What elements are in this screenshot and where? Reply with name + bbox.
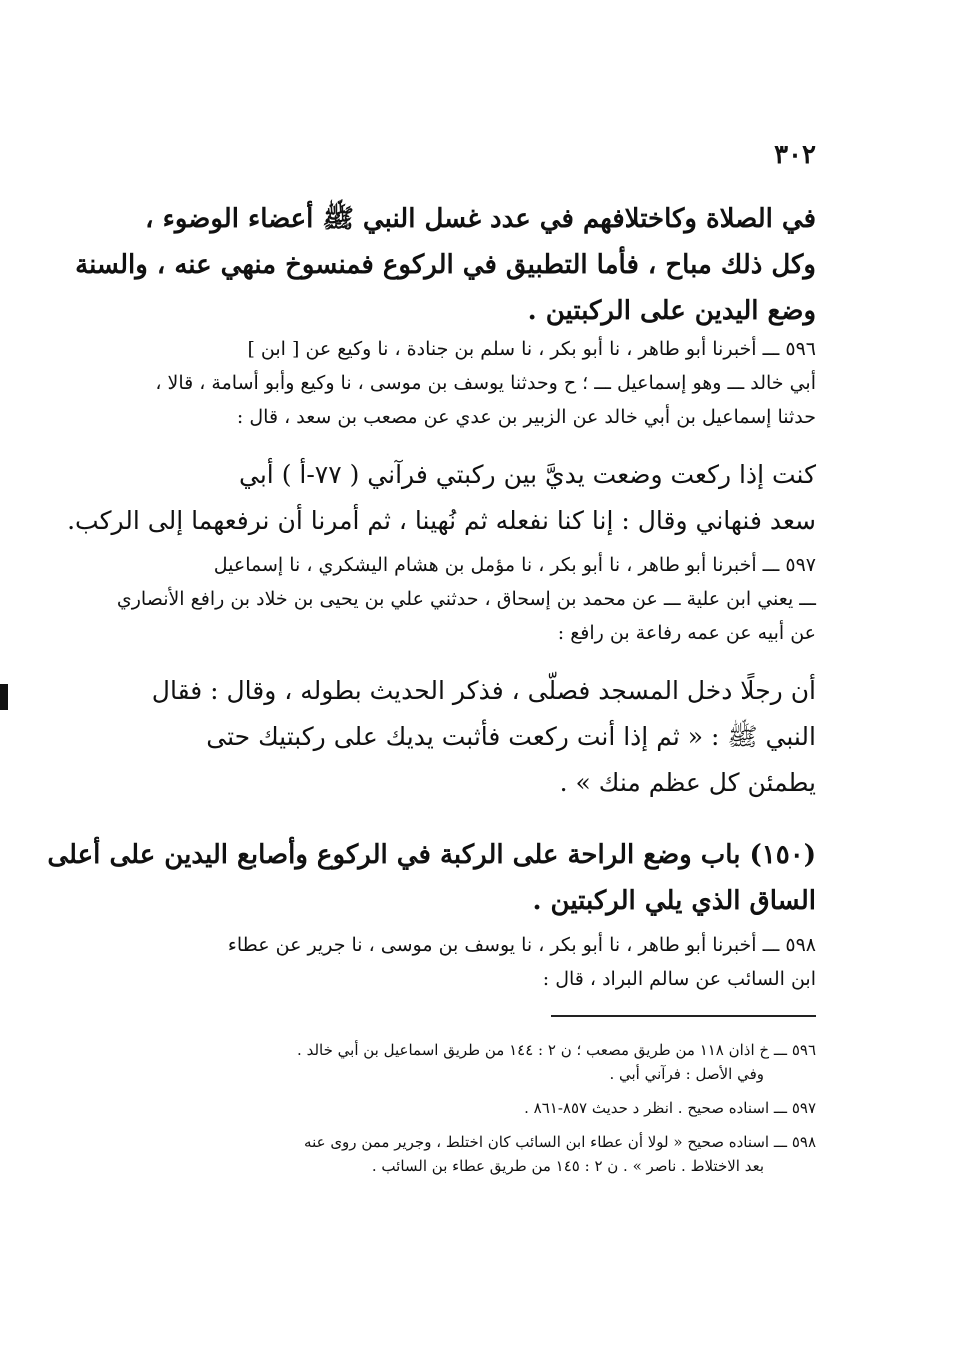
chapter-150-heading	[47, 832, 816, 924]
footnote-separator	[551, 1015, 816, 1017]
footnotes	[116, 1038, 816, 1188]
matn-line: النبي ﷺ : « ثم إذا أنت ركعت فأثبت يديك على ركبتيك حتى	[206, 722, 816, 751]
scan-edge-mark	[0, 684, 8, 710]
matn-line: كنت إذا ركعت وضعت يديَّ بين ركبتي فرآني ( ٧٧-أ ) أبي	[239, 460, 816, 489]
isnad-line: عن أبيه عن عمه رفاعة بن رافع :	[557, 622, 816, 644]
footnote-line: ٥٩٧ ـــ اسناده صحيح . انظر د حديث ٨٥٧-٨٦١ .	[524, 1099, 816, 1117]
footnote-line: وفي الأصل : فرآني أبي .	[609, 1065, 764, 1083]
matn-line: يطمئن كل عظم منك » .	[559, 768, 816, 797]
isnad-line: ٥٩٧ ـــ أخبرنا أبو طاهر ، نا أبو بكر ، نا مؤمل بن هشام اليشكري ، نا إسماعيل	[213, 554, 816, 576]
isnad-line: حدثنا إسماعيل بن أبي خالد عن الزبير بن عدي عن مصعب بن سعد ، قال :	[236, 406, 816, 428]
footnote-line: بعد الاختلاط . ناصر » . ن ٢ : ١٤٥ من طريق عطاء بن السائب .	[371, 1157, 764, 1175]
matn-line: سعد فنهاني وقال : إنا كنا نفعله ثم نُهينا ، ثم أمرنا أن نرفعهما إلى الركب.	[67, 506, 816, 535]
footnote-line: ٥٩٨ ـــ اسناده صحيح « لولا أن عطاء ابن السائب كان اختلط ، وجرير ممن روى عنه	[304, 1133, 816, 1151]
intro-line: في الصلاة وكاختلافهم في عدد غسل النبي ﷺ أعضاء الوضوء ،	[145, 204, 816, 234]
isnad-line: ـــ يعني ابن علية ـــ عن محمد بن إسحاق ، حدثني علي بن يحيى بن خلاد بن رافع الأنصاري	[116, 588, 816, 610]
hadith-598-isnad	[146, 928, 816, 996]
intro-line: وكل ذلك مباح ، فأما التطبيق في الركوع فمنسوخ منهي عنه ، والسنة	[75, 250, 816, 280]
isnad-line: ٥٩٨ ـــ أخبرنا أبو طاهر ، نا أبو بكر ، نا يوسف بن موسى ، نا جرير عن عطاء	[227, 934, 816, 956]
hadith-597-isnad	[116, 548, 816, 650]
isnad-line: ٥٩٦ ـــ أخبرنا أبو طاهر ، نا أبو بكر ، نا سلم بن جنادة ، نا وكيع عن [ ابن ]	[247, 338, 816, 360]
hadith-596-matn	[67, 452, 816, 544]
chapter-line: (١٥٠) باب وضع الراحة على الركبة في الركوع وأصابع اليدين على أعلى	[47, 840, 816, 870]
footnote-598	[116, 1130, 816, 1178]
isnad-line: أبي خالد ـــ وهو إسماعيل ـــ ؛ ح وحدثنا يوسف بن موسى ، نا وكيع وأبو أسامة ، قالا ،	[155, 372, 816, 394]
isnad-line: ابن السائب عن سالم البراد ، قال :	[542, 968, 816, 990]
page-number: ٣٠٢	[774, 140, 816, 170]
footnote-597	[116, 1096, 816, 1120]
hadith-596-isnad	[146, 332, 816, 434]
intro-line: وضع اليدين على الركبتين .	[527, 296, 816, 326]
footnote-596	[116, 1038, 816, 1086]
matn-line: أن رجلًا دخل المسجد فصلّى ، فذكر الحديث بطوله ، وقال : فقال	[151, 676, 816, 705]
chapter-line: الساق الذي يلي الركبتين .	[532, 886, 816, 916]
footnote-line: ٥٩٦ ـــ خ اذان ١١٨ من طريق مصعب ؛ ن ٢ : ١٤٤ من طريق اسماعيل بن أبي خالد .	[297, 1041, 816, 1059]
intro-paragraph	[75, 196, 816, 334]
hadith-597-matn	[146, 668, 816, 806]
